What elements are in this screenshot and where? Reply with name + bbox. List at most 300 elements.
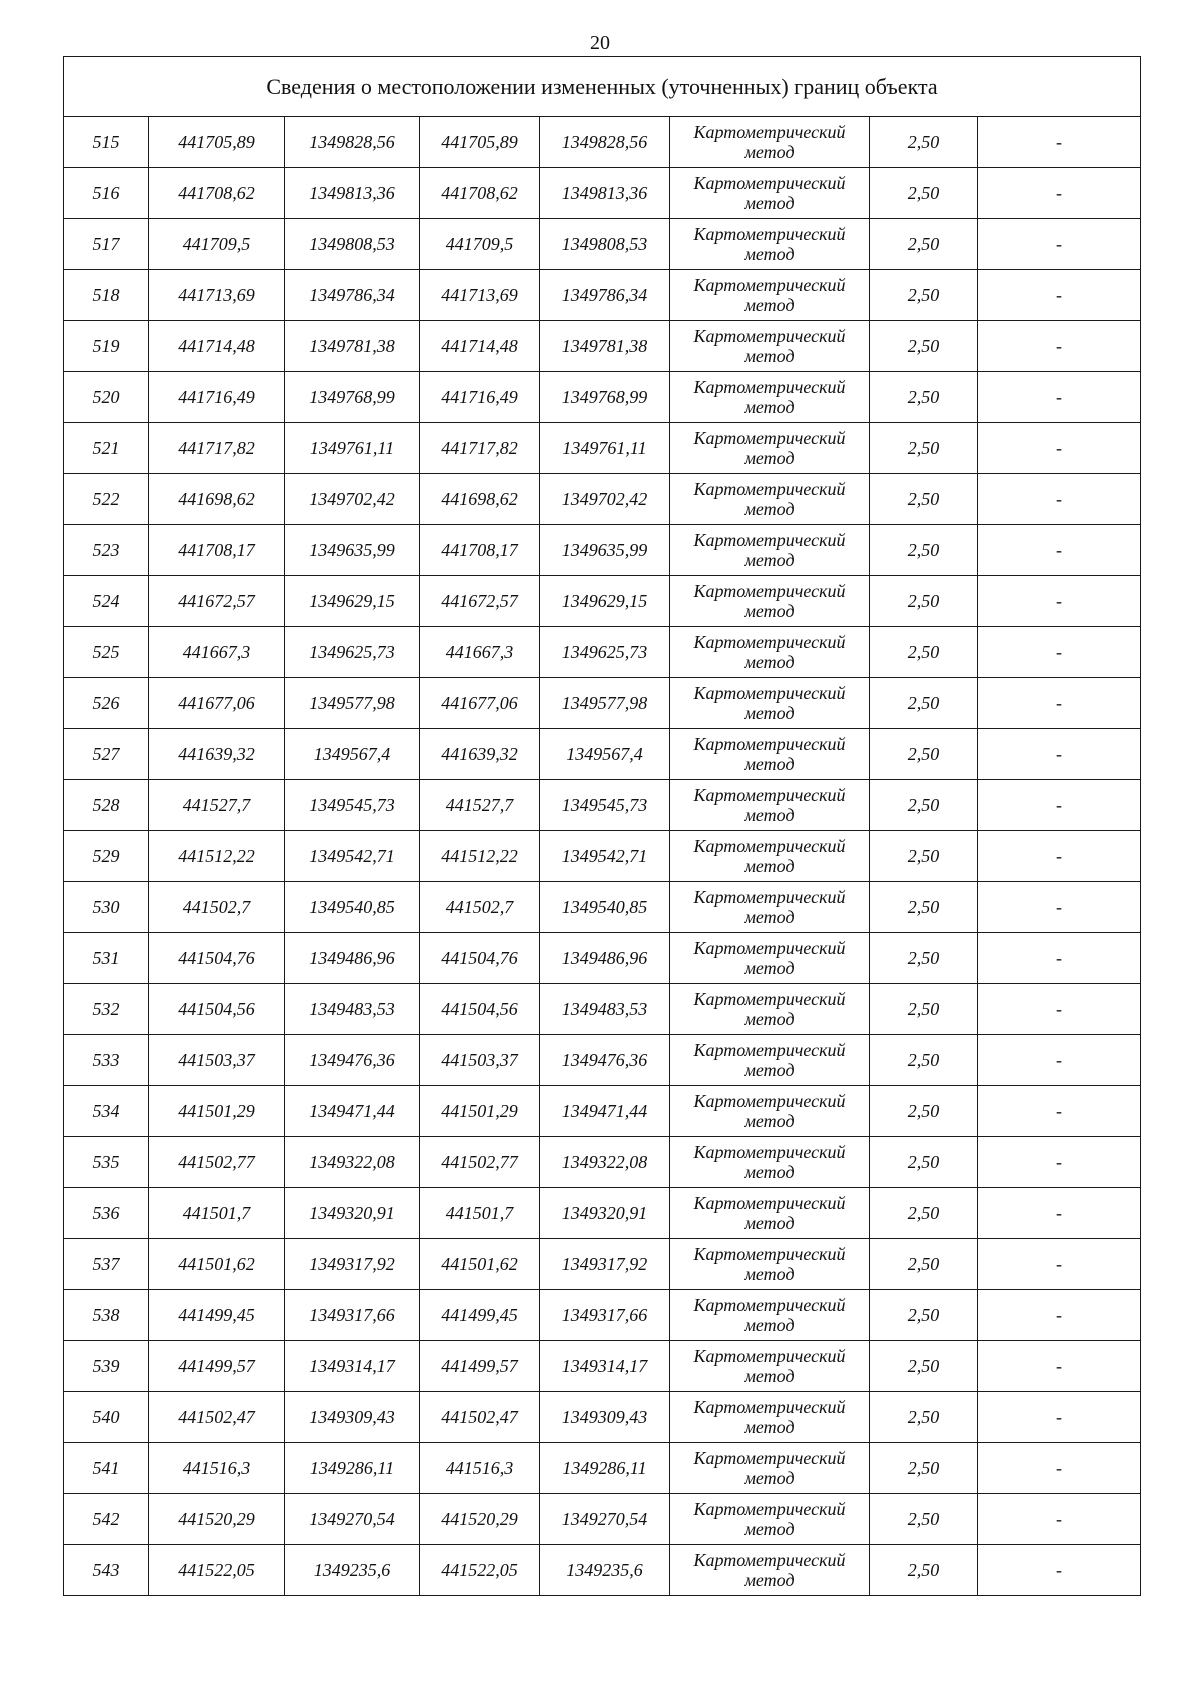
existing-x-cell: 441672,57 xyxy=(149,576,285,627)
existing-y-cell: 1349625,73 xyxy=(285,627,420,678)
refined-y-cell: 1349625,73 xyxy=(540,627,670,678)
accuracy-cell: 2,50 xyxy=(870,678,978,729)
refined-x-cell: 441516,3 xyxy=(420,1443,540,1494)
accuracy-cell: 2,50 xyxy=(870,474,978,525)
point-number-cell: 515 xyxy=(64,117,149,168)
accuracy-cell: 2,50 xyxy=(870,1086,978,1137)
note-cell: - xyxy=(978,270,1141,321)
table-row xyxy=(64,1443,1141,1494)
method-cell xyxy=(670,1341,870,1392)
existing-y-cell: 1349286,11 xyxy=(285,1443,420,1494)
refined-y-cell: 1349635,99 xyxy=(540,525,670,576)
existing-y-cell: 1349577,98 xyxy=(285,678,420,729)
method-line-1: Картометрический xyxy=(693,224,846,244)
existing-x-cell: 441499,45 xyxy=(149,1290,285,1341)
accuracy-cell: 2,50 xyxy=(870,525,978,576)
existing-x-cell: 441522,05 xyxy=(149,1545,285,1596)
point-number-cell: 520 xyxy=(64,372,149,423)
existing-x-cell: 441501,62 xyxy=(149,1239,285,1290)
method-cell xyxy=(670,831,870,882)
existing-y-cell: 1349761,11 xyxy=(285,423,420,474)
refined-y-cell: 1349545,73 xyxy=(540,780,670,831)
refined-y-cell: 1349629,15 xyxy=(540,576,670,627)
method-cell xyxy=(670,270,870,321)
table-row xyxy=(64,627,1141,678)
accuracy-cell: 2,50 xyxy=(870,117,978,168)
note-cell: - xyxy=(978,933,1141,984)
note-cell: - xyxy=(978,576,1141,627)
existing-x-cell: 441714,48 xyxy=(149,321,285,372)
accuracy-cell: 2,50 xyxy=(870,168,978,219)
method-line-1: Картометрический xyxy=(693,887,846,907)
method-cell xyxy=(670,321,870,372)
method-cell xyxy=(670,984,870,1035)
method-line-2: метод xyxy=(744,499,795,519)
table-row xyxy=(64,1392,1141,1443)
refined-y-cell: 1349702,42 xyxy=(540,474,670,525)
method-cell xyxy=(670,168,870,219)
accuracy-cell: 2,50 xyxy=(870,831,978,882)
method-line-2: метод xyxy=(744,1570,795,1590)
existing-x-cell: 441512,22 xyxy=(149,831,285,882)
table-row xyxy=(64,984,1141,1035)
existing-x-cell: 441677,06 xyxy=(149,678,285,729)
method-line-2: метод xyxy=(744,1315,795,1335)
existing-x-cell: 441667,3 xyxy=(149,627,285,678)
refined-x-cell: 441501,7 xyxy=(420,1188,540,1239)
existing-x-cell: 441713,69 xyxy=(149,270,285,321)
existing-x-cell: 441501,29 xyxy=(149,1086,285,1137)
method-line-2: метод xyxy=(744,1060,795,1080)
existing-y-cell: 1349786,34 xyxy=(285,270,420,321)
method-cell xyxy=(670,1188,870,1239)
table-row xyxy=(64,882,1141,933)
point-number-cell: 519 xyxy=(64,321,149,372)
existing-y-cell: 1349635,99 xyxy=(285,525,420,576)
existing-y-cell: 1349471,44 xyxy=(285,1086,420,1137)
accuracy-cell: 2,50 xyxy=(870,423,978,474)
refined-y-cell: 1349567,4 xyxy=(540,729,670,780)
method-line-1: Картометрический xyxy=(693,1040,846,1060)
method-line-1: Картометрический xyxy=(693,683,846,703)
point-number-cell: 534 xyxy=(64,1086,149,1137)
table-row xyxy=(64,1341,1141,1392)
refined-x-cell: 441667,3 xyxy=(420,627,540,678)
point-number-cell: 528 xyxy=(64,780,149,831)
point-number-cell: 532 xyxy=(64,984,149,1035)
accuracy-cell: 2,50 xyxy=(870,1341,978,1392)
method-line-1: Картометрический xyxy=(693,1346,846,1366)
accuracy-cell: 2,50 xyxy=(870,270,978,321)
method-line-2: метод xyxy=(744,193,795,213)
refined-y-cell: 1349270,54 xyxy=(540,1494,670,1545)
note-cell: - xyxy=(978,1188,1141,1239)
table-row xyxy=(64,321,1141,372)
method-cell xyxy=(670,1137,870,1188)
table-row xyxy=(64,168,1141,219)
accuracy-cell: 2,50 xyxy=(870,1494,978,1545)
method-cell xyxy=(670,1239,870,1290)
refined-y-cell: 1349808,53 xyxy=(540,219,670,270)
method-line-1: Картометрический xyxy=(693,1244,846,1264)
existing-x-cell: 441504,56 xyxy=(149,984,285,1035)
refined-x-cell: 441717,82 xyxy=(420,423,540,474)
table-row xyxy=(64,474,1141,525)
method-line-1: Картометрический xyxy=(693,173,846,193)
method-cell xyxy=(670,474,870,525)
note-cell: - xyxy=(978,1137,1141,1188)
refined-y-cell: 1349768,99 xyxy=(540,372,670,423)
note-cell: - xyxy=(978,627,1141,678)
accuracy-cell: 2,50 xyxy=(870,1443,978,1494)
note-cell: - xyxy=(978,525,1141,576)
existing-y-cell: 1349808,53 xyxy=(285,219,420,270)
refined-y-cell: 1349320,91 xyxy=(540,1188,670,1239)
note-cell: - xyxy=(978,219,1141,270)
method-line-2: метод xyxy=(744,1111,795,1131)
refined-x-cell: 441713,69 xyxy=(420,270,540,321)
existing-y-cell: 1349781,38 xyxy=(285,321,420,372)
note-cell: - xyxy=(978,423,1141,474)
method-line-1: Картометрический xyxy=(693,326,846,346)
point-number-cell: 542 xyxy=(64,1494,149,1545)
accuracy-cell: 2,50 xyxy=(870,780,978,831)
refined-y-cell: 1349486,96 xyxy=(540,933,670,984)
refined-y-cell: 1349540,85 xyxy=(540,882,670,933)
method-cell xyxy=(670,882,870,933)
method-line-2: метод xyxy=(744,1213,795,1233)
method-cell xyxy=(670,576,870,627)
method-line-2: метод xyxy=(744,754,795,774)
accuracy-cell: 2,50 xyxy=(870,1290,978,1341)
note-cell: - xyxy=(978,1290,1141,1341)
accuracy-cell: 2,50 xyxy=(870,627,978,678)
existing-x-cell: 441504,76 xyxy=(149,933,285,984)
point-number-cell: 518 xyxy=(64,270,149,321)
existing-x-cell: 441698,62 xyxy=(149,474,285,525)
note-cell: - xyxy=(978,1494,1141,1545)
refined-x-cell: 441698,62 xyxy=(420,474,540,525)
refined-x-cell: 441705,89 xyxy=(420,117,540,168)
refined-y-cell: 1349813,36 xyxy=(540,168,670,219)
method-line-1: Картометрический xyxy=(693,989,846,1009)
note-cell: - xyxy=(978,729,1141,780)
table-row xyxy=(64,219,1141,270)
existing-y-cell: 1349486,96 xyxy=(285,933,420,984)
table-row xyxy=(64,525,1141,576)
existing-x-cell: 441502,47 xyxy=(149,1392,285,1443)
note-cell: - xyxy=(978,117,1141,168)
refined-x-cell: 441501,29 xyxy=(420,1086,540,1137)
refined-x-cell: 441504,56 xyxy=(420,984,540,1035)
accuracy-cell: 2,50 xyxy=(870,1188,978,1239)
refined-x-cell: 441499,45 xyxy=(420,1290,540,1341)
accuracy-cell: 2,50 xyxy=(870,1035,978,1086)
table-row xyxy=(64,1545,1141,1596)
refined-x-cell: 441716,49 xyxy=(420,372,540,423)
refined-x-cell: 441708,17 xyxy=(420,525,540,576)
method-line-2: метод xyxy=(744,652,795,672)
table-row xyxy=(64,1239,1141,1290)
method-cell xyxy=(670,525,870,576)
method-cell xyxy=(670,423,870,474)
method-line-2: метод xyxy=(744,346,795,366)
method-line-2: метод xyxy=(744,397,795,417)
refined-y-cell: 1349471,44 xyxy=(540,1086,670,1137)
point-number-cell: 540 xyxy=(64,1392,149,1443)
method-cell xyxy=(670,1035,870,1086)
method-line-1: Картометрический xyxy=(693,1499,846,1519)
existing-x-cell: 441503,37 xyxy=(149,1035,285,1086)
page-number: 20 xyxy=(590,32,610,54)
note-cell: - xyxy=(978,1341,1141,1392)
point-number-cell: 543 xyxy=(64,1545,149,1596)
method-line-1: Картометрический xyxy=(693,1550,846,1570)
method-cell xyxy=(670,1494,870,1545)
method-line-1: Картометрический xyxy=(693,1091,846,1111)
table-row xyxy=(64,576,1141,627)
existing-y-cell: 1349545,73 xyxy=(285,780,420,831)
point-number-cell: 539 xyxy=(64,1341,149,1392)
existing-x-cell: 441527,7 xyxy=(149,780,285,831)
method-cell xyxy=(670,1290,870,1341)
note-cell: - xyxy=(978,168,1141,219)
existing-x-cell: 441502,77 xyxy=(149,1137,285,1188)
table-row xyxy=(64,1188,1141,1239)
method-cell xyxy=(670,1443,870,1494)
existing-y-cell: 1349567,4 xyxy=(285,729,420,780)
method-cell xyxy=(670,219,870,270)
existing-x-cell: 441708,17 xyxy=(149,525,285,576)
table-row xyxy=(64,729,1141,780)
method-cell xyxy=(670,627,870,678)
method-cell xyxy=(670,678,870,729)
refined-y-cell: 1349786,34 xyxy=(540,270,670,321)
method-line-2: метод xyxy=(744,601,795,621)
method-line-2: метод xyxy=(744,1417,795,1437)
refined-y-cell: 1349309,43 xyxy=(540,1392,670,1443)
method-line-1: Картометрический xyxy=(693,734,846,754)
note-cell: - xyxy=(978,1035,1141,1086)
note-cell: - xyxy=(978,678,1141,729)
existing-x-cell: 441716,49 xyxy=(149,372,285,423)
accuracy-cell: 2,50 xyxy=(870,933,978,984)
method-cell xyxy=(670,780,870,831)
refined-y-cell: 1349317,66 xyxy=(540,1290,670,1341)
method-line-2: метод xyxy=(744,703,795,723)
method-line-1: Картометрический xyxy=(693,1142,846,1162)
note-cell: - xyxy=(978,780,1141,831)
point-number-cell: 538 xyxy=(64,1290,149,1341)
table-row xyxy=(64,270,1141,321)
method-line-1: Картометрический xyxy=(693,275,846,295)
method-line-1: Картометрический xyxy=(693,122,846,142)
existing-x-cell: 441639,32 xyxy=(149,729,285,780)
table-row xyxy=(64,933,1141,984)
refined-x-cell: 441512,22 xyxy=(420,831,540,882)
point-number-cell: 541 xyxy=(64,1443,149,1494)
note-cell: - xyxy=(978,1392,1141,1443)
refined-y-cell: 1349314,17 xyxy=(540,1341,670,1392)
accuracy-cell: 2,50 xyxy=(870,984,978,1035)
method-line-2: метод xyxy=(744,1162,795,1182)
method-cell xyxy=(670,372,870,423)
existing-x-cell: 441705,89 xyxy=(149,117,285,168)
existing-y-cell: 1349540,85 xyxy=(285,882,420,933)
existing-y-cell: 1349702,42 xyxy=(285,474,420,525)
point-number-cell: 530 xyxy=(64,882,149,933)
method-line-2: метод xyxy=(744,1264,795,1284)
method-cell xyxy=(670,729,870,780)
method-line-2: метод xyxy=(744,856,795,876)
accuracy-cell: 2,50 xyxy=(870,882,978,933)
table-row xyxy=(64,1137,1141,1188)
accuracy-cell: 2,50 xyxy=(870,576,978,627)
table-row xyxy=(64,372,1141,423)
method-line-2: метод xyxy=(744,550,795,570)
refined-x-cell: 441527,7 xyxy=(420,780,540,831)
method-line-1: Картометрический xyxy=(693,1193,846,1213)
refined-x-cell: 441708,62 xyxy=(420,168,540,219)
method-line-2: метод xyxy=(744,448,795,468)
existing-y-cell: 1349322,08 xyxy=(285,1137,420,1188)
refined-y-cell: 1349761,11 xyxy=(540,423,670,474)
method-cell xyxy=(670,1545,870,1596)
accuracy-cell: 2,50 xyxy=(870,1545,978,1596)
method-line-1: Картометрический xyxy=(693,581,846,601)
refined-x-cell: 441639,32 xyxy=(420,729,540,780)
point-number-cell: 522 xyxy=(64,474,149,525)
method-line-2: метод xyxy=(744,1468,795,1488)
refined-x-cell: 441714,48 xyxy=(420,321,540,372)
refined-y-cell: 1349483,53 xyxy=(540,984,670,1035)
refined-x-cell: 441504,76 xyxy=(420,933,540,984)
refined-x-cell: 441522,05 xyxy=(420,1545,540,1596)
method-line-2: метод xyxy=(744,295,795,315)
existing-x-cell: 441502,7 xyxy=(149,882,285,933)
method-line-1: Картометрический xyxy=(693,1397,846,1417)
note-cell: - xyxy=(978,372,1141,423)
refined-x-cell: 441502,7 xyxy=(420,882,540,933)
refined-y-cell: 1349322,08 xyxy=(540,1137,670,1188)
existing-y-cell: 1349768,99 xyxy=(285,372,420,423)
note-cell: - xyxy=(978,474,1141,525)
accuracy-cell: 2,50 xyxy=(870,219,978,270)
refined-y-cell: 1349577,98 xyxy=(540,678,670,729)
method-line-1: Картометрический xyxy=(693,785,846,805)
point-number-cell: 517 xyxy=(64,219,149,270)
existing-y-cell: 1349309,43 xyxy=(285,1392,420,1443)
accuracy-cell: 2,50 xyxy=(870,1239,978,1290)
point-number-cell: 529 xyxy=(64,831,149,882)
method-line-2: метод xyxy=(744,958,795,978)
accuracy-cell: 2,50 xyxy=(870,729,978,780)
existing-y-cell: 1349320,91 xyxy=(285,1188,420,1239)
existing-x-cell: 441709,5 xyxy=(149,219,285,270)
refined-y-cell: 1349781,38 xyxy=(540,321,670,372)
method-line-2: метод xyxy=(744,1519,795,1539)
refined-x-cell: 441502,77 xyxy=(420,1137,540,1188)
method-cell xyxy=(670,117,870,168)
note-cell: - xyxy=(978,1443,1141,1494)
existing-y-cell: 1349317,92 xyxy=(285,1239,420,1290)
method-line-1: Картометрический xyxy=(693,377,846,397)
table-row xyxy=(64,423,1141,474)
note-cell: - xyxy=(978,321,1141,372)
refined-x-cell: 441677,06 xyxy=(420,678,540,729)
table-row xyxy=(64,831,1141,882)
existing-y-cell: 1349813,36 xyxy=(285,168,420,219)
table-title-row xyxy=(64,57,1141,117)
refined-y-cell: 1349476,36 xyxy=(540,1035,670,1086)
table-row xyxy=(64,1494,1141,1545)
accuracy-cell: 2,50 xyxy=(870,372,978,423)
point-number-cell: 516 xyxy=(64,168,149,219)
method-line-1: Картометрический xyxy=(693,479,846,499)
existing-x-cell: 441499,57 xyxy=(149,1341,285,1392)
table-row xyxy=(64,1086,1141,1137)
note-cell: - xyxy=(978,831,1141,882)
refined-y-cell: 1349235,6 xyxy=(540,1545,670,1596)
existing-y-cell: 1349828,56 xyxy=(285,117,420,168)
method-line-1: Картометрический xyxy=(693,632,846,652)
method-cell xyxy=(670,933,870,984)
existing-y-cell: 1349314,17 xyxy=(285,1341,420,1392)
point-number-cell: 525 xyxy=(64,627,149,678)
existing-y-cell: 1349542,71 xyxy=(285,831,420,882)
existing-x-cell: 441516,3 xyxy=(149,1443,285,1494)
point-number-cell: 523 xyxy=(64,525,149,576)
existing-y-cell: 1349476,36 xyxy=(285,1035,420,1086)
accuracy-cell: 2,50 xyxy=(870,1137,978,1188)
method-line-1: Картометрический xyxy=(693,530,846,550)
refined-x-cell: 441501,62 xyxy=(420,1239,540,1290)
method-line-1: Картометрический xyxy=(693,938,846,958)
existing-y-cell: 1349629,15 xyxy=(285,576,420,627)
note-cell: - xyxy=(978,1545,1141,1596)
note-cell: - xyxy=(978,1239,1141,1290)
existing-y-cell: 1349317,66 xyxy=(285,1290,420,1341)
existing-x-cell: 441717,82 xyxy=(149,423,285,474)
accuracy-cell: 2,50 xyxy=(870,1392,978,1443)
method-line-1: Картометрический xyxy=(693,1295,846,1315)
point-number-cell: 535 xyxy=(64,1137,149,1188)
point-number-cell: 521 xyxy=(64,423,149,474)
coordinates-table xyxy=(63,56,1141,1596)
method-cell xyxy=(670,1086,870,1137)
refined-x-cell: 441502,47 xyxy=(420,1392,540,1443)
method-line-2: метод xyxy=(744,142,795,162)
method-line-2: метод xyxy=(744,244,795,264)
table-row xyxy=(64,678,1141,729)
refined-y-cell: 1349828,56 xyxy=(540,117,670,168)
method-cell xyxy=(670,1392,870,1443)
existing-y-cell: 1349483,53 xyxy=(285,984,420,1035)
method-line-1: Картометрический xyxy=(693,428,846,448)
note-cell: - xyxy=(978,882,1141,933)
point-number-cell: 536 xyxy=(64,1188,149,1239)
point-number-cell: 537 xyxy=(64,1239,149,1290)
refined-y-cell: 1349317,92 xyxy=(540,1239,670,1290)
existing-x-cell: 441708,62 xyxy=(149,168,285,219)
refined-x-cell: 441672,57 xyxy=(420,576,540,627)
note-cell: - xyxy=(978,1086,1141,1137)
existing-x-cell: 441520,29 xyxy=(149,1494,285,1545)
existing-y-cell: 1349270,54 xyxy=(285,1494,420,1545)
method-line-1: Картометрический xyxy=(693,836,846,856)
table-row xyxy=(64,780,1141,831)
note-cell: - xyxy=(978,984,1141,1035)
